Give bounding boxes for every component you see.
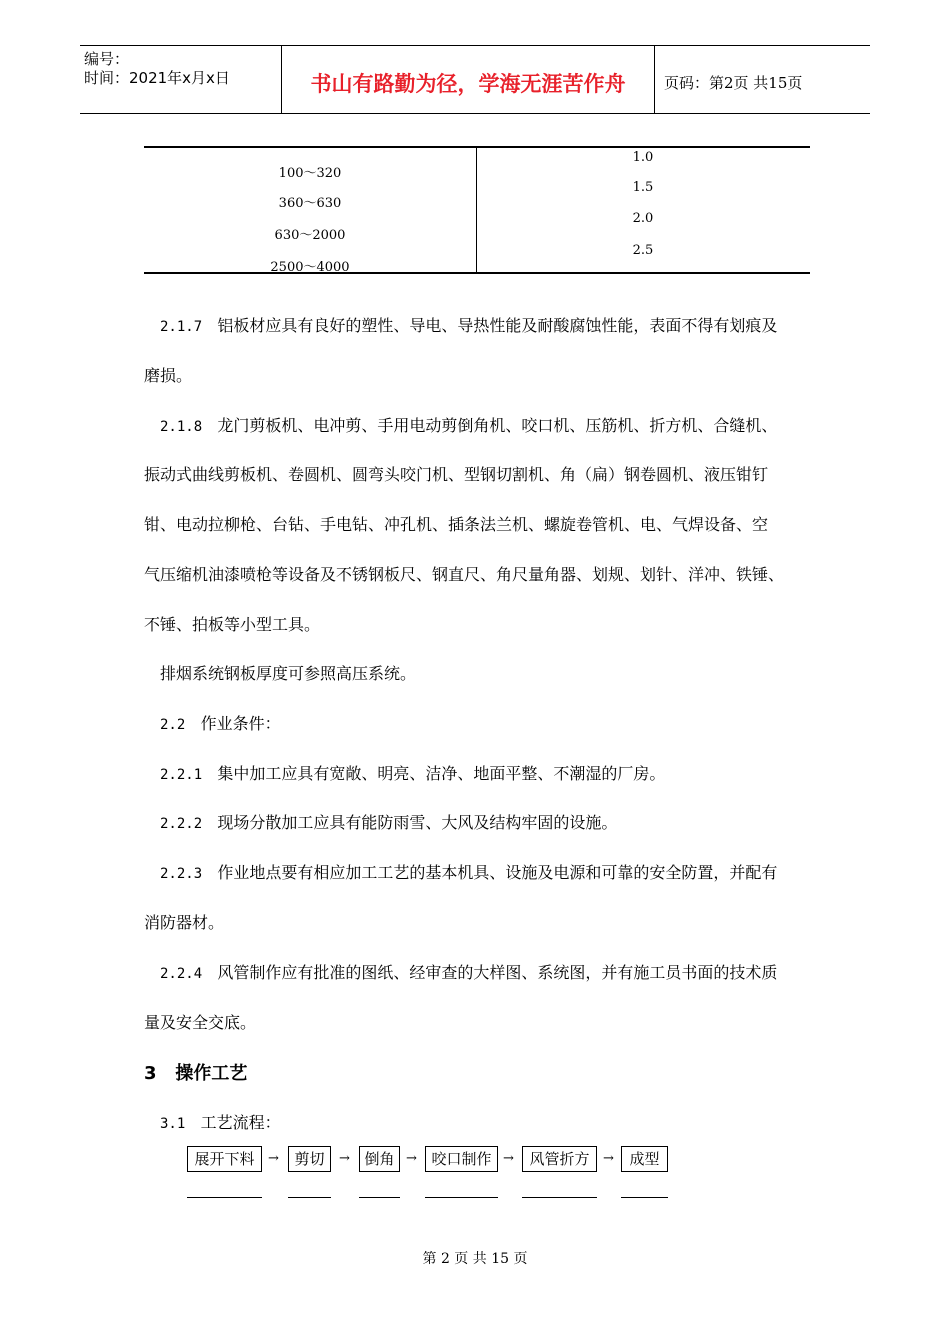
para-text: 量及安全交底。 <box>144 1013 257 1032</box>
flow-step-shear: 剪切 <box>288 1146 331 1172</box>
header-page-label: 页码：第2页 共15页 <box>664 74 803 92</box>
para-smoke-system: 排烟系统钢板厚度可参照高压系统。 <box>160 664 417 683</box>
para-text: 集中加工应具有宽敞、明亮、洁净、地面平整、不潮湿的厂房。 <box>217 764 666 783</box>
para-text: 钳、电动拉柳枪、台钻、手电钻、冲孔机、插条法兰机、螺旋卷管机、电、气焊设备、空 <box>144 515 769 534</box>
para-text: 磨损。 <box>144 366 193 385</box>
table-cell-right: 1.0 <box>632 150 654 165</box>
para-text: 振动式曲线剪板机、卷圆机、圆弯头咬门机、型钢切割机、角（扁）钢卷圆机、液压钳钉 <box>144 465 769 484</box>
flow-arrow: → <box>503 1151 514 1166</box>
para-text: 风管制作应有批准的图纸、经审查的大样图、系统图，并有施工员书面的技术质 <box>217 963 778 982</box>
doc-number-label: 编号： <box>84 50 130 68</box>
para-text: 不锤、拍板等小型工具。 <box>144 615 321 634</box>
flow-underline <box>621 1197 668 1198</box>
para-2-2-2 <box>160 810 617 833</box>
flow-underline <box>187 1197 262 1198</box>
table-cell-left: 630～2000 <box>274 228 346 243</box>
para-text: 作业地点要有相应加工工艺的基本机具、设施及电源和可靠的安全防置，并配有 <box>217 863 778 882</box>
section-number: 2.2.1 <box>160 767 203 783</box>
table-cell-left: 100～320 <box>278 166 342 181</box>
header-motto: 书山有路勤为径，学海无涯苦作舟 <box>310 71 626 96</box>
flow-step-seam: 咬口制作 <box>425 1146 498 1172</box>
table-cell-right: 2.5 <box>632 243 654 258</box>
section-number: 2.1.8 <box>160 419 203 435</box>
para-2-2 <box>160 711 281 734</box>
para-2-1-7 <box>160 313 777 336</box>
table-cell-left: 2500～4000 <box>270 260 350 275</box>
flow-underline <box>288 1197 331 1198</box>
section-number: 2.1.7 <box>160 319 203 335</box>
para-2-1-8 <box>160 413 777 436</box>
para-text: 龙门剪板机、电冲剪、手用电动剪倒角机、咬口机、压筋机、折方机、合缝机、 <box>217 416 778 435</box>
table-cell-left: 360～630 <box>278 196 342 211</box>
flow-arrow: → <box>406 1151 417 1166</box>
flow-step-form: 成型 <box>621 1146 668 1172</box>
doc-time-label: 时间：2021年x月x日 <box>84 69 230 87</box>
para-text: 气压缩机油漆喷枪等设备及不锈钢板尺、钢直尺、角尺量角器、划规、划针、洋冲、铁锤、 <box>144 565 785 584</box>
flow-step-unfold-cut: 展开下料 <box>187 1146 262 1172</box>
flow-underline <box>359 1197 400 1198</box>
section-number: 3.1 <box>160 1116 186 1132</box>
header-info <box>84 50 230 88</box>
table-cell-right: 1.5 <box>632 180 654 195</box>
para-2-2-3 <box>160 860 777 883</box>
flow-arrow: → <box>339 1151 350 1166</box>
para-text: 现场分散加工应具有能防雨雪、大风及结构牢固的设施。 <box>217 813 618 832</box>
header-top-rule <box>80 45 870 46</box>
section-heading-3: 3 操作工艺 <box>144 1063 248 1084</box>
table-top-rule <box>144 146 810 148</box>
para-text: 工艺流程： <box>200 1113 281 1132</box>
header-bottom-rule <box>80 113 870 114</box>
para-2-2-4 <box>160 960 777 983</box>
page-footer: 第 2 页 共 15 页 <box>422 1251 528 1267</box>
para-text: 作业条件： <box>200 714 281 733</box>
section-number: 2.2.3 <box>160 866 203 882</box>
para-text: 消防器材。 <box>144 913 225 932</box>
flow-underline <box>522 1197 597 1198</box>
para-2-2-1 <box>160 761 665 784</box>
table-cell-right: 2.0 <box>632 211 654 226</box>
section-number: 2.2.2 <box>160 816 203 832</box>
flow-underline <box>425 1197 498 1198</box>
para-text: 铝板材应具有良好的塑性、导电、导热性能及耐酸腐蚀性能，表面不得有划痕及 <box>217 316 778 335</box>
section-number: 2.2 <box>160 717 186 733</box>
para-3-1 <box>160 1110 281 1133</box>
flow-step-fold: 风管折方 <box>522 1146 597 1172</box>
header-divider-2 <box>654 45 655 113</box>
flow-step-chamfer: 倒角 <box>359 1146 400 1172</box>
section-number: 2.2.4 <box>160 966 203 982</box>
flow-arrow: → <box>268 1151 279 1166</box>
flow-arrow: → <box>603 1151 614 1166</box>
